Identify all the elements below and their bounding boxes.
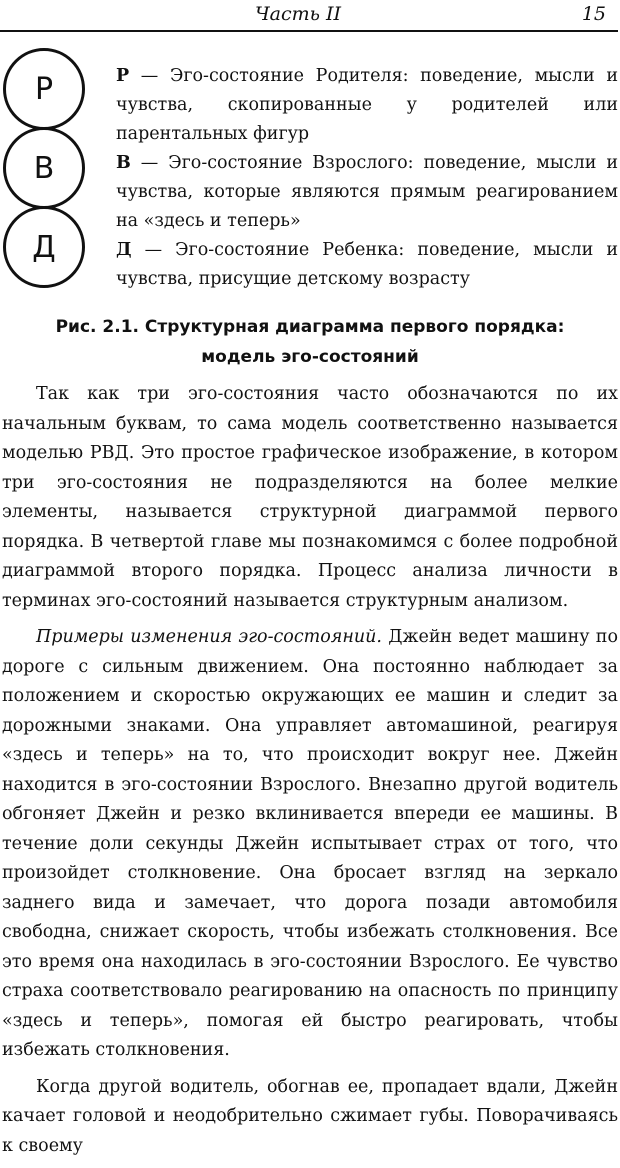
legend-text: — Эго-состояние Родителя: поведение, мысли и чувства, скопированные у родителей или парентальных фигур <box>116 66 618 144</box>
adult-circle: В <box>3 127 85 209</box>
page-number: 15 <box>581 3 606 25</box>
header-rule <box>0 30 618 32</box>
page-header <box>0 0 620 30</box>
figure-caption <box>0 312 620 372</box>
paragraph-lead: Примеры изменения эго-состояний. <box>36 627 382 647</box>
legend-letter: Р <box>116 66 130 86</box>
child-circle: Д <box>3 206 85 288</box>
legend-text: — Эго-состояние Взрослого: поведение, мысли и чувства, которые являются прямым реагированием на «здесь и теперь» <box>116 153 618 231</box>
diagram-legend <box>116 62 618 294</box>
ego-state-diagram <box>3 48 83 294</box>
paragraph: Когда другой водитель, обогнав ее, пропадает вдали, Джейн качает головой и неодобрительно сжимает губы. Поворачиваясь к своему <box>2 1076 618 1156</box>
caption-line: Рис. 2.1. Структурная диаграмма первого порядка: <box>55 317 565 337</box>
legend-adult <box>116 149 618 236</box>
legend-parent <box>116 62 618 149</box>
legend-child <box>116 236 618 294</box>
paragraph: Так как три эго-состояния часто обозначаются по их начальным буквам, то сама модель соответственно называется моделью РВД. Это простое графическое изображение, в котором три эго-состояния не подразделяются на более мелкие элементы, называется структурной диаграммой первого порядка. В четвертой главе мы познакомимся с более подробной диаграммой второго порядка. Процесс анализа личности в терминах эго-состояний называется структурным анализом. <box>2 384 618 611</box>
caption-line: модель эго-состояний <box>201 347 419 367</box>
body-text <box>2 380 618 1168</box>
parent-circle: Р <box>3 48 85 130</box>
paragraph <box>2 623 618 1066</box>
legend-text: — Эго-состояние Ребенка: поведение, мысли и чувства, присущие детскому возрасту <box>116 240 618 289</box>
legend-letter: Д <box>116 240 132 260</box>
running-title: Часть II <box>255 3 342 25</box>
legend-letter: В <box>116 153 131 173</box>
paragraph-text: Джейн ведет машину по дороге с сильным движением. Она постоянно наблюдает за положением и скоростью окружающих ее машин и следит за дорожными знаками. Она управляет автомашиной, реагируя «здесь и теперь» на то, что происходит вокруг нее. Джейн находится в эго-состоянии Взрослого. Внезапно другой водитель обгоняет Джейн и резко вклинивается впереди ее машины. В течение доли секунды Джейн испытывает страх от того, что произойдет столкновение. Она бросает взгляд на зеркало заднего вида и замечает, что дорога позади автомобиля свободна, снижает скорость, чтобы избежать столкновения. Все это время она находилась в эго-состоянии Взрослого. Ее чувство страха соответствовало реагированию на опасность по принципу «здесь и теперь», помогая ей быстро реагировать, чтобы избежать столкновения. <box>2 627 618 1060</box>
